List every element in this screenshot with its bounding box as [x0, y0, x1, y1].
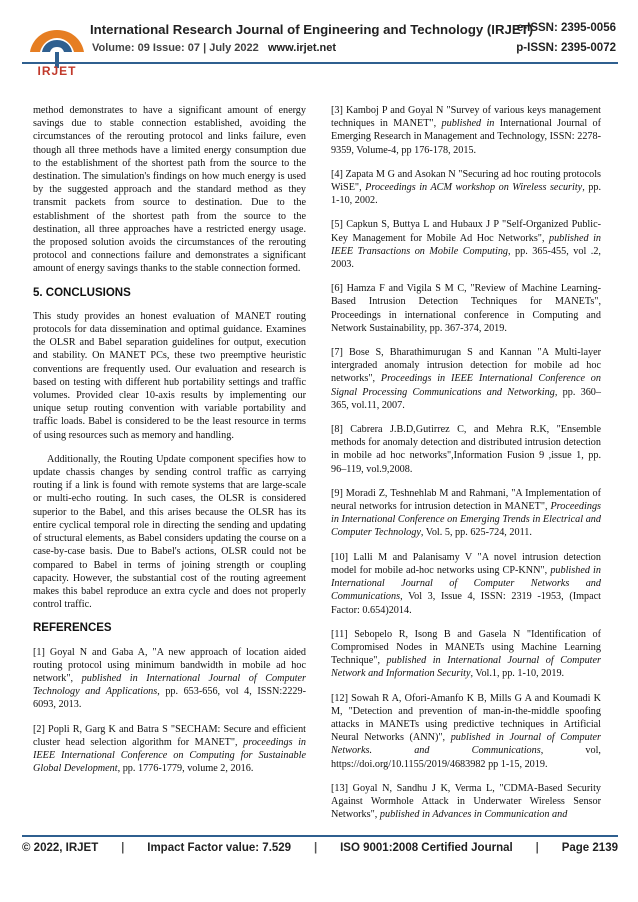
p-issn: p-ISSN: 2395-0072	[516, 42, 616, 54]
body-paragraph: This study provides an honest evaluation of MANET routing protocols for data dissemination and optimal guidance. Examines the OLSR and Babel separation guidelines for output, execution and stability. On MANET PCs, these two preemptive heuristic conventions are frequently used. Our evaluation and research is based on testing with different hub portability settings and traffic volumes. Provided clear 10-axis results by implementing our unique setup routing convention with variable portability and traffic loads. Babel is considered to be the least resource in terms of using resources such as memory and handling.	[33, 310, 306, 441]
footer-separator: |	[313, 842, 318, 854]
logo-text: IRJET	[37, 64, 77, 78]
journal-title: International Research Journal of Engineering and Technology (IRJET)	[90, 22, 534, 37]
page-header	[0, 0, 638, 88]
reference-item: [13] Goyal N, Sandhu J K, Verma L, "CDMA-Based Security Against Wormhole Attack in Underwater Wireless Sensor Networks", published in Advances in Communication and	[331, 782, 601, 821]
footer-rule	[22, 835, 618, 837]
footer-page-number: Page 2139	[561, 842, 618, 854]
footer-iso: ISO 9001:2008 Certified Journal	[340, 842, 513, 854]
body-paragraph: Additionally, the Routing Update component specifies how to update chassis changes by sending control traffic as carrying routing if a link is found with remote systems that are large-scale or multi-echo routing. In such cases, the OLSR is considered superior to the Babel, and this arises because the OLSR has its entire cyclical temporal role in directing the sending and updating of structural elements, as Babel considers updating the course on a case-by-case basis. Due to Babel's actions, OLSR could not be compared to Babel in terms of joining strength or coupling capacity. However, the substantial cost of the routing agreement makes this babel reproduce an extra cycle and does not properly control traffic.	[33, 453, 306, 611]
volume-issue: Volume: 09 Issue: 07 | July 2022	[92, 42, 259, 54]
website-link[interactable]: www.irjet.net	[268, 42, 337, 54]
reference-item: [5] Capkun S, Buttya L and Hubaux J P "Self-Organized Public-Key Management for Mobile Ad Hoc Networks", published in IEEE Transactions on Mobile Computing, pp. 365-455, vol .2, 2003.	[331, 219, 602, 271]
reference-item: [7] Bose S, Bharathimurugan S and Kannan "A Multi-layer intergraded anomaly intrusion detection for mobile ad hoc networks", Proceedings in IEEE International Conference on Signal Processing Communications and Networking, pp. 360–365, vol.11, 2007.	[331, 347, 601, 411]
footer-impact-factor: Impact Factor value: 7.529	[147, 842, 292, 854]
section-heading-references: REFERENCES	[33, 622, 112, 635]
reference-item: [3] Kamboj P and Goyal N "Survey of various keys management techniques in MANET", published in International Journal of Emerging Research in Management and Technology, ISSN: 2278-9359, Volume-4, pp 176-178, 2015.	[331, 105, 602, 156]
reference-item: [6] Hamza F and Vigila S M C, "Review of Machine Learning-Based Intrusion Detection Techniques for MANETs", Proceedings in international conference in Computing and Network Sustainability, pp. 367-374, 2019.	[331, 283, 601, 334]
left-column	[33, 104, 306, 786]
reference-item: [9] Moradi Z, Teshnehlab M and Rahmani, "A Implementation of neural networks for intrusion detection in MANET", Proceedings in International Conference on Emerging Trends in Electrical and Computer Technology, Vol. 5, pp. 625-724, 2011.	[331, 487, 601, 539]
footer-separator: |	[535, 842, 539, 854]
reference-item: [10] Lalli M and Palanisamy V "A novel intrusion detection model for mobile ad-hoc networks using CP-KNN", published in International Journal of Computer Networks and Communications, Vol 3, Issue 4, ISSN: 2319 -1953, (Impact Factor: 0.654)2014.	[331, 551, 601, 616]
body-paragraph: method demonstrates to have a significant amount of energy savings due to stable connection established, avoiding the circumstances of the rerouting protocol and links failure, even though all three methods have a limited energy consumption due to the establishment of the shortest path from the source to the destination. The simulation's findings on how much energy is used by the suggested approach and the standard method as they transmit packets from source to destination. Due to the establishment of the shortest path from the source to the destination, all three approaches have a restricted energy usage. the proposed solution avoids the circumstances of the rerouting protocol and connections failure and demonstrates a significant amount of energy savings thanks to the stable connection formed.	[33, 105, 306, 275]
footer-copyright: © 2022, IRJET	[22, 842, 99, 854]
right-column	[331, 104, 601, 832]
reference-item: [8] Cabrera J.B.D,Gutirrez C, and Mehra R.K, "Ensemble methods for anomaly detection and distributed intrusion detection in mobile ad hoc networks",Information Fusion 9 ,issue 1, pp. 96–119, vol.9,2008.	[331, 424, 601, 475]
reference-item: [11] Sebopelo R, Isong B and Gasela N "Identification of Compromised Nodes in MANETs using Machine Learning Technique", published in International Journal of Computer Network and Information Security, Vol.1, pp. 1-10, 2019.	[331, 628, 601, 680]
reference-item: [12] Sowah R A, Ofori-Amanfo K B, Mills G A and Koumadi K M, "Detection and prevention of man-in-the-middle spoofing attacks in MANETs using predictive techniques in Artificial Neural Networks (ANN)", published in Journal of Computer Networks. and Communications, vol, https://doi.org/10.1155/2019/4683982 pp 1-15, 2019.	[331, 692, 602, 770]
section-heading-conclusions: 5. CONCLUSIONS	[33, 286, 131, 299]
reference-item: [1] Goyal N and Gaba A, "A new approach of location aided routing protocol using minimum bandwidth in mobile ad hoc network", published in International Journal of Computer Technology and Applications, pp. 653-656, vol 4, ISSN:2229-6093, 2013.	[33, 646, 307, 711]
reference-item: [4] Zapata M G and Asokan N "Securing ad hoc routing protocols WiSE", Proceedings in ACM workshop on Wireless security, pp. 1-10, 2002.	[331, 168, 601, 207]
header-rule	[22, 62, 618, 64]
reference-item: [2] Popli R, Garg K and Batra S "SECHAM: Secure and efficient cluster head selection algorithm for MANET", proceedings in IEEE International Conference on Computing for Sustainable Global Development, pp. 1776-1779, volume 2, 2016.	[33, 723, 306, 775]
page-footer	[22, 842, 618, 854]
footer-separator: |	[121, 842, 125, 854]
e-issn: e-ISSN: 2395-0056	[516, 22, 616, 34]
